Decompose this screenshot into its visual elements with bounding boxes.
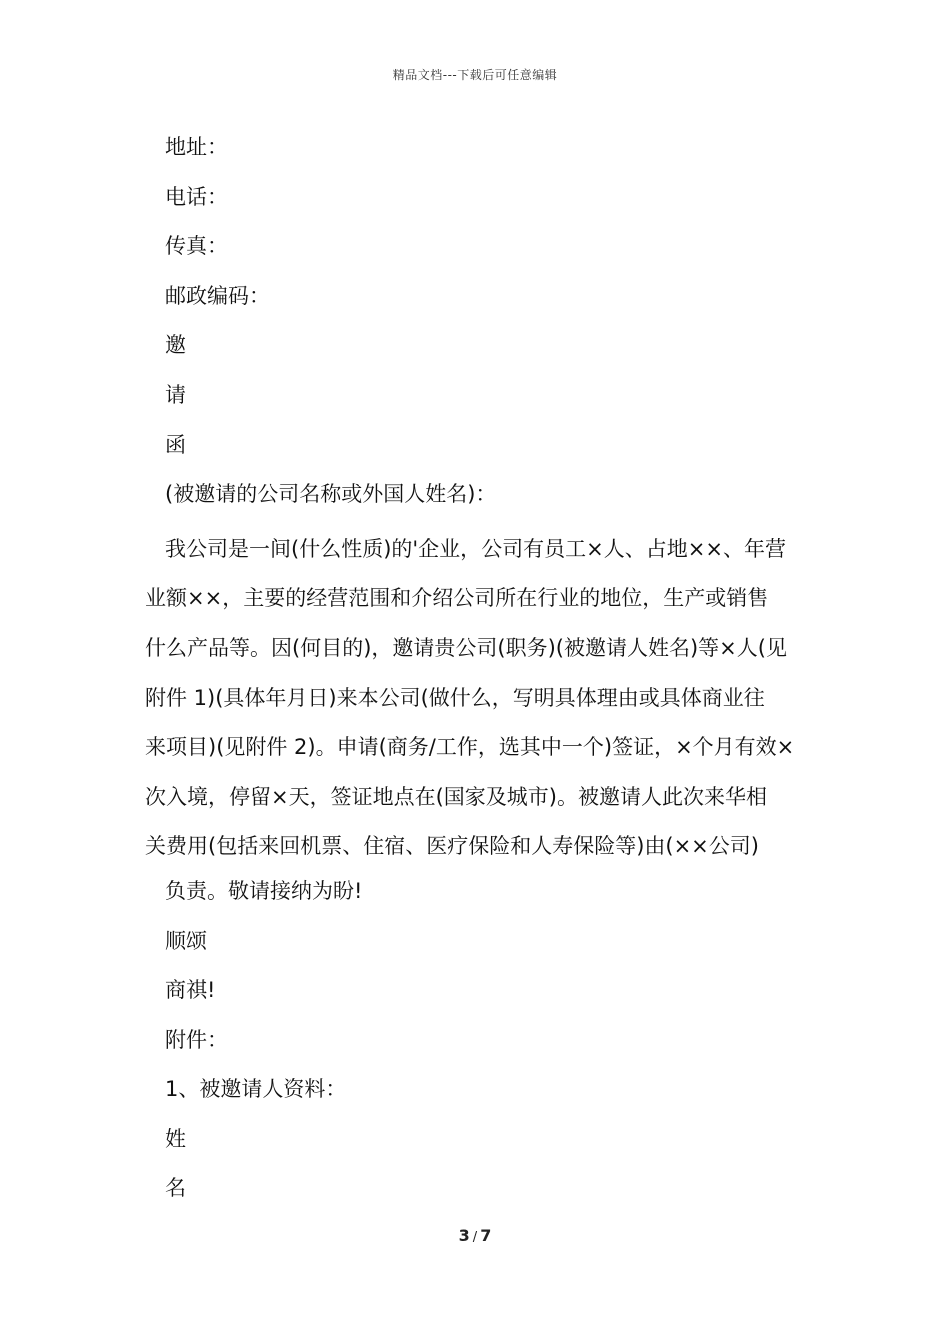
attachment-item-1: 1、被邀请人资料： [165, 1077, 347, 1102]
paragraph-line: 次入境，停留×天，签证地点在(国家及城市)。被邀请人此次来华相 [145, 784, 767, 809]
page-number [0, 1226, 950, 1245]
postal-code-line: 邮政编码： [165, 283, 270, 308]
closing-regards-line: 商祺! [165, 978, 216, 1003]
salutation-line: (被邀请的公司名称或外国人姓名)： [165, 482, 497, 507]
document-body [145, 128, 810, 1219]
paragraph-line: 我公司是一间(什么性质)的'企业，公司有员工×人、占地××、年营 [165, 536, 786, 561]
name-char-1: 姓 [165, 1126, 186, 1151]
fax-line: 传真： [165, 234, 228, 259]
total-pages: 7 [480, 1226, 492, 1245]
address-line: 地址： [165, 135, 228, 159]
attachments-heading: 附件： [165, 1027, 228, 1052]
paragraph-line: 附件 1)(具体年月日)来本公司(做什么，写明具体理由或具体商业往 [145, 685, 765, 710]
current-page: 3 [458, 1226, 470, 1245]
responsibility-line: 负责。敬请接纳为盼! [165, 878, 363, 903]
paragraph-line: 什么产品等。因(何目的)，邀请贵公司(职务)(被邀请人姓名)等×人(见 [145, 635, 787, 660]
paragraph-line: 关费用(包括来回机票、住宿、医疗保险和人寿保险等)由(××公司) [145, 834, 759, 859]
page-separator: / [472, 1230, 478, 1245]
title-char-2: 请 [165, 382, 186, 407]
name-char-2: 名 [165, 1176, 186, 1201]
closing-line: 顺颂 [165, 928, 207, 953]
title-char-3: 函 [165, 432, 186, 457]
title-char-1: 邀 [165, 333, 186, 358]
page-header: 精品文档---下载后可任意编辑 [392, 68, 558, 82]
paragraph-line: 业额××，主要的经营范围和介绍公司所在行业的地位，生产或销售 [145, 586, 769, 611]
paragraph-line: 来项目)(见附件 2)。申请(商务/工作，选其中一个)签证，×个月有效× [145, 735, 795, 760]
phone-line: 电话： [165, 184, 228, 209]
body-paragraph [145, 525, 810, 872]
